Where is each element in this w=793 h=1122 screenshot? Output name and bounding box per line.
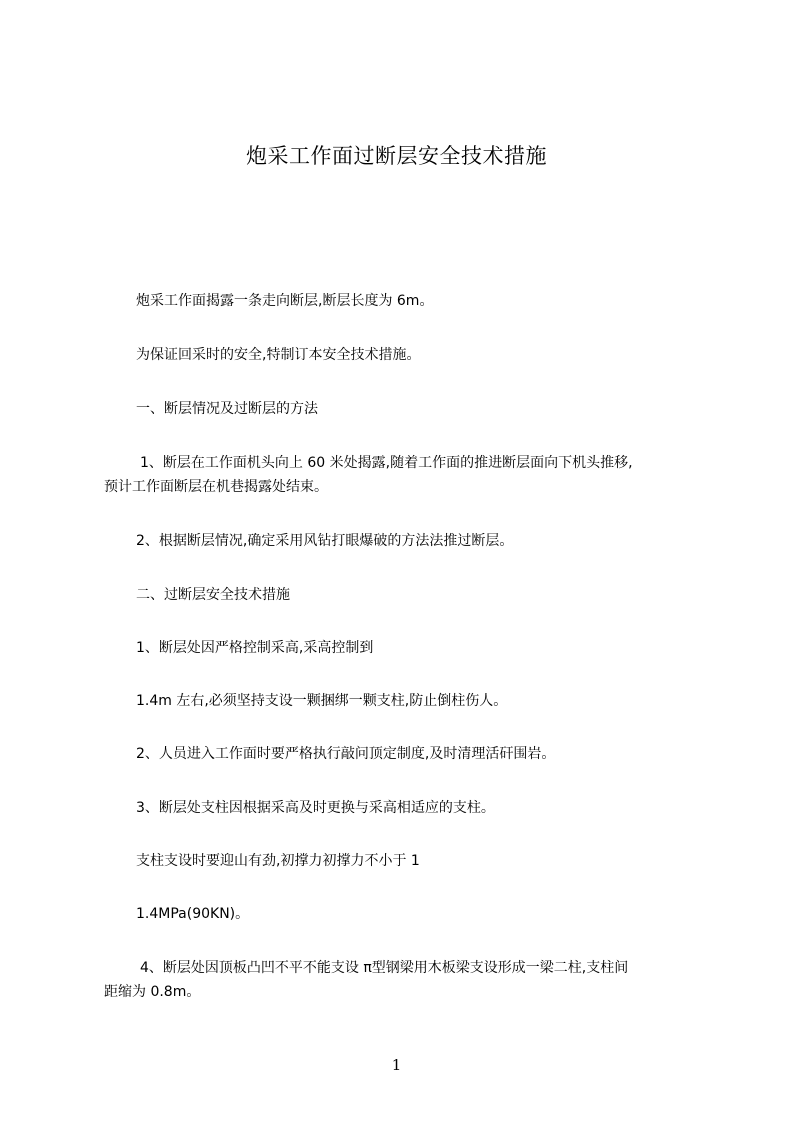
page-number: 1 [391,1056,402,1074]
paragraph-support: 支柱支设时要迎山有劲,初撑力初撑力不小于 1 [136,853,420,869]
paragraph-measure-3: 3、断层处支柱因根据采高及时更换与采高相适应的支柱。 [136,800,495,816]
section-heading-1: 一、断层情况及过断层的方法 [136,401,318,417]
paragraph-measure-1-cont: 1.4m 左右,必须坚持支设一颗捆绑一颗支柱,防止倒柱伤人。 [136,693,508,709]
paragraph-item-2: 2、根据断层情况,确定采用风钻打眼爆破的方法法推过断层。 [136,533,514,549]
paragraph-measure-4-line-1: 4、断层处因顶板凸凹不平不能支设 π型钢梁用木板梁支设形成一梁二柱,支柱间 [140,960,629,976]
paragraph-measure-4-line-2: 距缩为 0.8m。 [104,984,201,1000]
paragraph-measure-2: 2、人员进入工作面时要严格执行敲问顶定制度,及时清理活矸围岩。 [136,746,556,762]
paragraph-pressure: 1.4MPa(90KN)。 [136,906,250,922]
paragraph-intro: 炮采工作面揭露一条走向断层,断层长度为 6m。 [136,293,434,309]
paragraph-item-1-line-1: 1、断层在工作面机头向上 60 米处揭露,随着工作面的推进断层面向下机头推移, [140,455,633,471]
paragraph-purpose: 为保证回采时的安全,特制订本安全技术措施。 [136,347,421,363]
paragraph-measure-1: 1、断层处因严格控制采高,采高控制到 [136,640,374,656]
document-title: 炮采工作面过断层安全技术措施 [246,144,547,168]
paragraph-item-1-line-2: 预计工作面断层在机巷揭露处结束。 [104,479,328,495]
section-heading-2: 二、过断层安全技术措施 [136,587,290,603]
